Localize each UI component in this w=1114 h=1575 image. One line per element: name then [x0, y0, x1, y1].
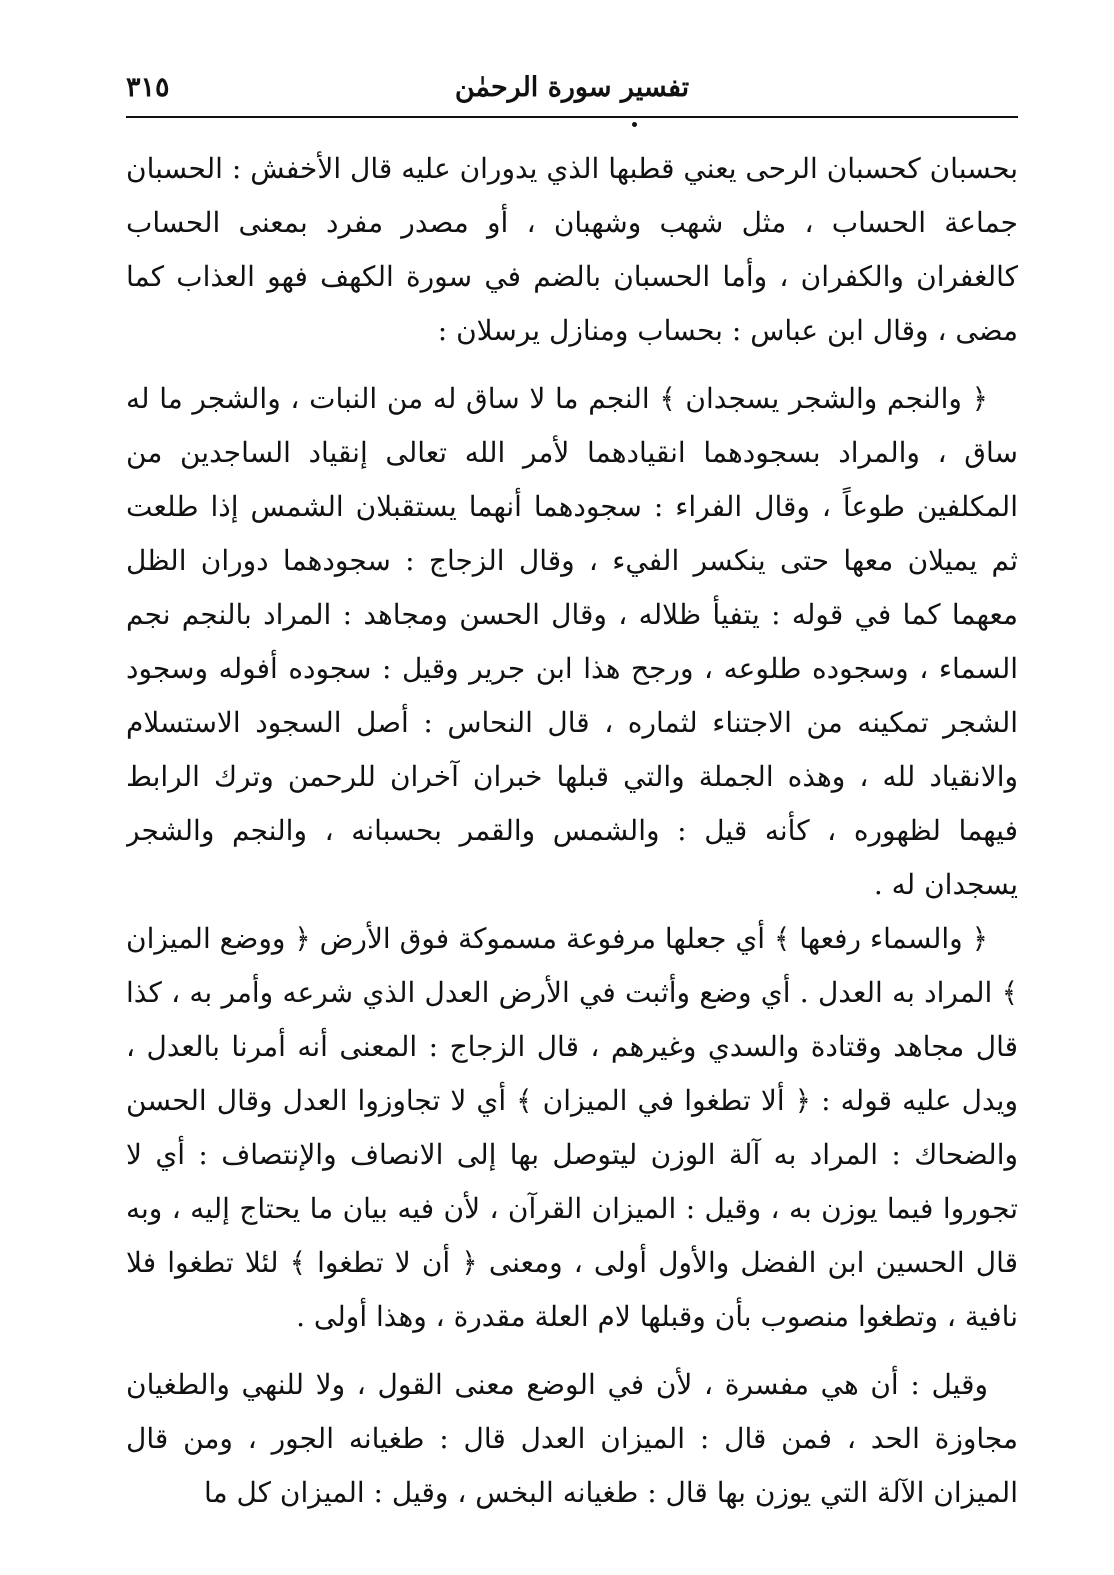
- paragraph-2: ﴿ والنجم والشجر يسجدان ﴾ النجم ما لا ساق له من النبات ، والشجر ما له ساق ، والمراد بسجودهما انقيادهما لأمر الله تعالى إنقياد الساجدين من المكلفين طوعاً ، وقال الفراء : سجودهما أنهما يستقبلان الشمس إذا طلعت ثم يميلان معها حتى ينكسر الفيء ، وقال الزجاج : سجودهما دوران الظل معهما كما في قوله : يتفيأ ظلاله ، وقال الحسن ومجاهد : المراد بالنجم نجم السماء ، وسجوده طلوعه ، ورجح هذا ابن جرير وقيل : سجوده أفوله وسجود الشجر تمكينه من الاجتناء لثماره ، قال النحاس : أصل السجود الاستسلام والانقياد لله ، وهذه الجملة والتي قبلها خبران آخران للرحمن وترك الرابط فيهما لظهوره ، كأنه قيل : والشمس والقمر بحسبانه ، والنجم والشجر يسجدان له .: [126, 382, 1018, 901]
- paragraph-3: ﴿ والسماء رفعها ﴾ أي جعلها مرفوعة مسموكة فوق الأرض ﴿ ووضع الميزان ﴾ المراد به العدل . أي وضع وأثبت في الأرض العدل الذي شرعه وأمر به ، كذا قال مجاهد وقتادة والسدي وغيرهم ، قال الزجاج : المعنى أنه أمرنا بالعدل ، ويدل عليه قوله : ﴿ ألا تطغوا في الميزان ﴾ أي لا تجاوزوا العدل وقال الحسن والضحاك : المراد به آلة الوزن ليتوصل بها إلى الانصاف والإنتصاف : أي لا تجوروا فيما يوزن به ، وقيل : الميزان القرآن ، لأن فيه بيان ما يحتاج إليه ، وبه قال الحسين ابن الفضل والأول أولى ، ومعنى ﴿ أن لا تطغوا ﴾ لئلا تطغوا فلا نافية ، وتطغوا منصوب بأن وقبلها لام العلة مقدرة ، وهذا أولى .: [126, 922, 1018, 1333]
- header-ornament-dot: [632, 122, 637, 127]
- paragraph-1: بحسبان كحسبان الرحى يعني قطبها الذي يدوران عليه قال الأخفش : الحسبان جماعة الحساب ، مثل شهب وشهبان ، أو مصدر مفرد بمعنى الحساب كالغفران والكفران ، وأما الحسبان بالضم في سورة الكهف فهو العذاب كما مضى ، وقال ابن عباس : بحساب ومنازل يرسلان :: [126, 152, 1018, 347]
- paragraph-4: وقيل : أن هي مفسرة ، لأن في الوضع معنى القول ، ولا للنهي والطغيان مجاوزة الحد ، فمن قال : الميزان العدل قال : طغيانه الجور ، ومن قال الميزان الآلة التي يوزن بها قال : طغيانه البخس ، وقيل : الميزان كل ما: [126, 1368, 1018, 1509]
- page-header: [126, 62, 1018, 116]
- running-title: تفسير سورة الرحمٰن: [454, 72, 690, 103]
- page-body: [126, 142, 1018, 1535]
- header-rule: [126, 116, 1018, 118]
- page-number: ٣١٥: [126, 72, 170, 103]
